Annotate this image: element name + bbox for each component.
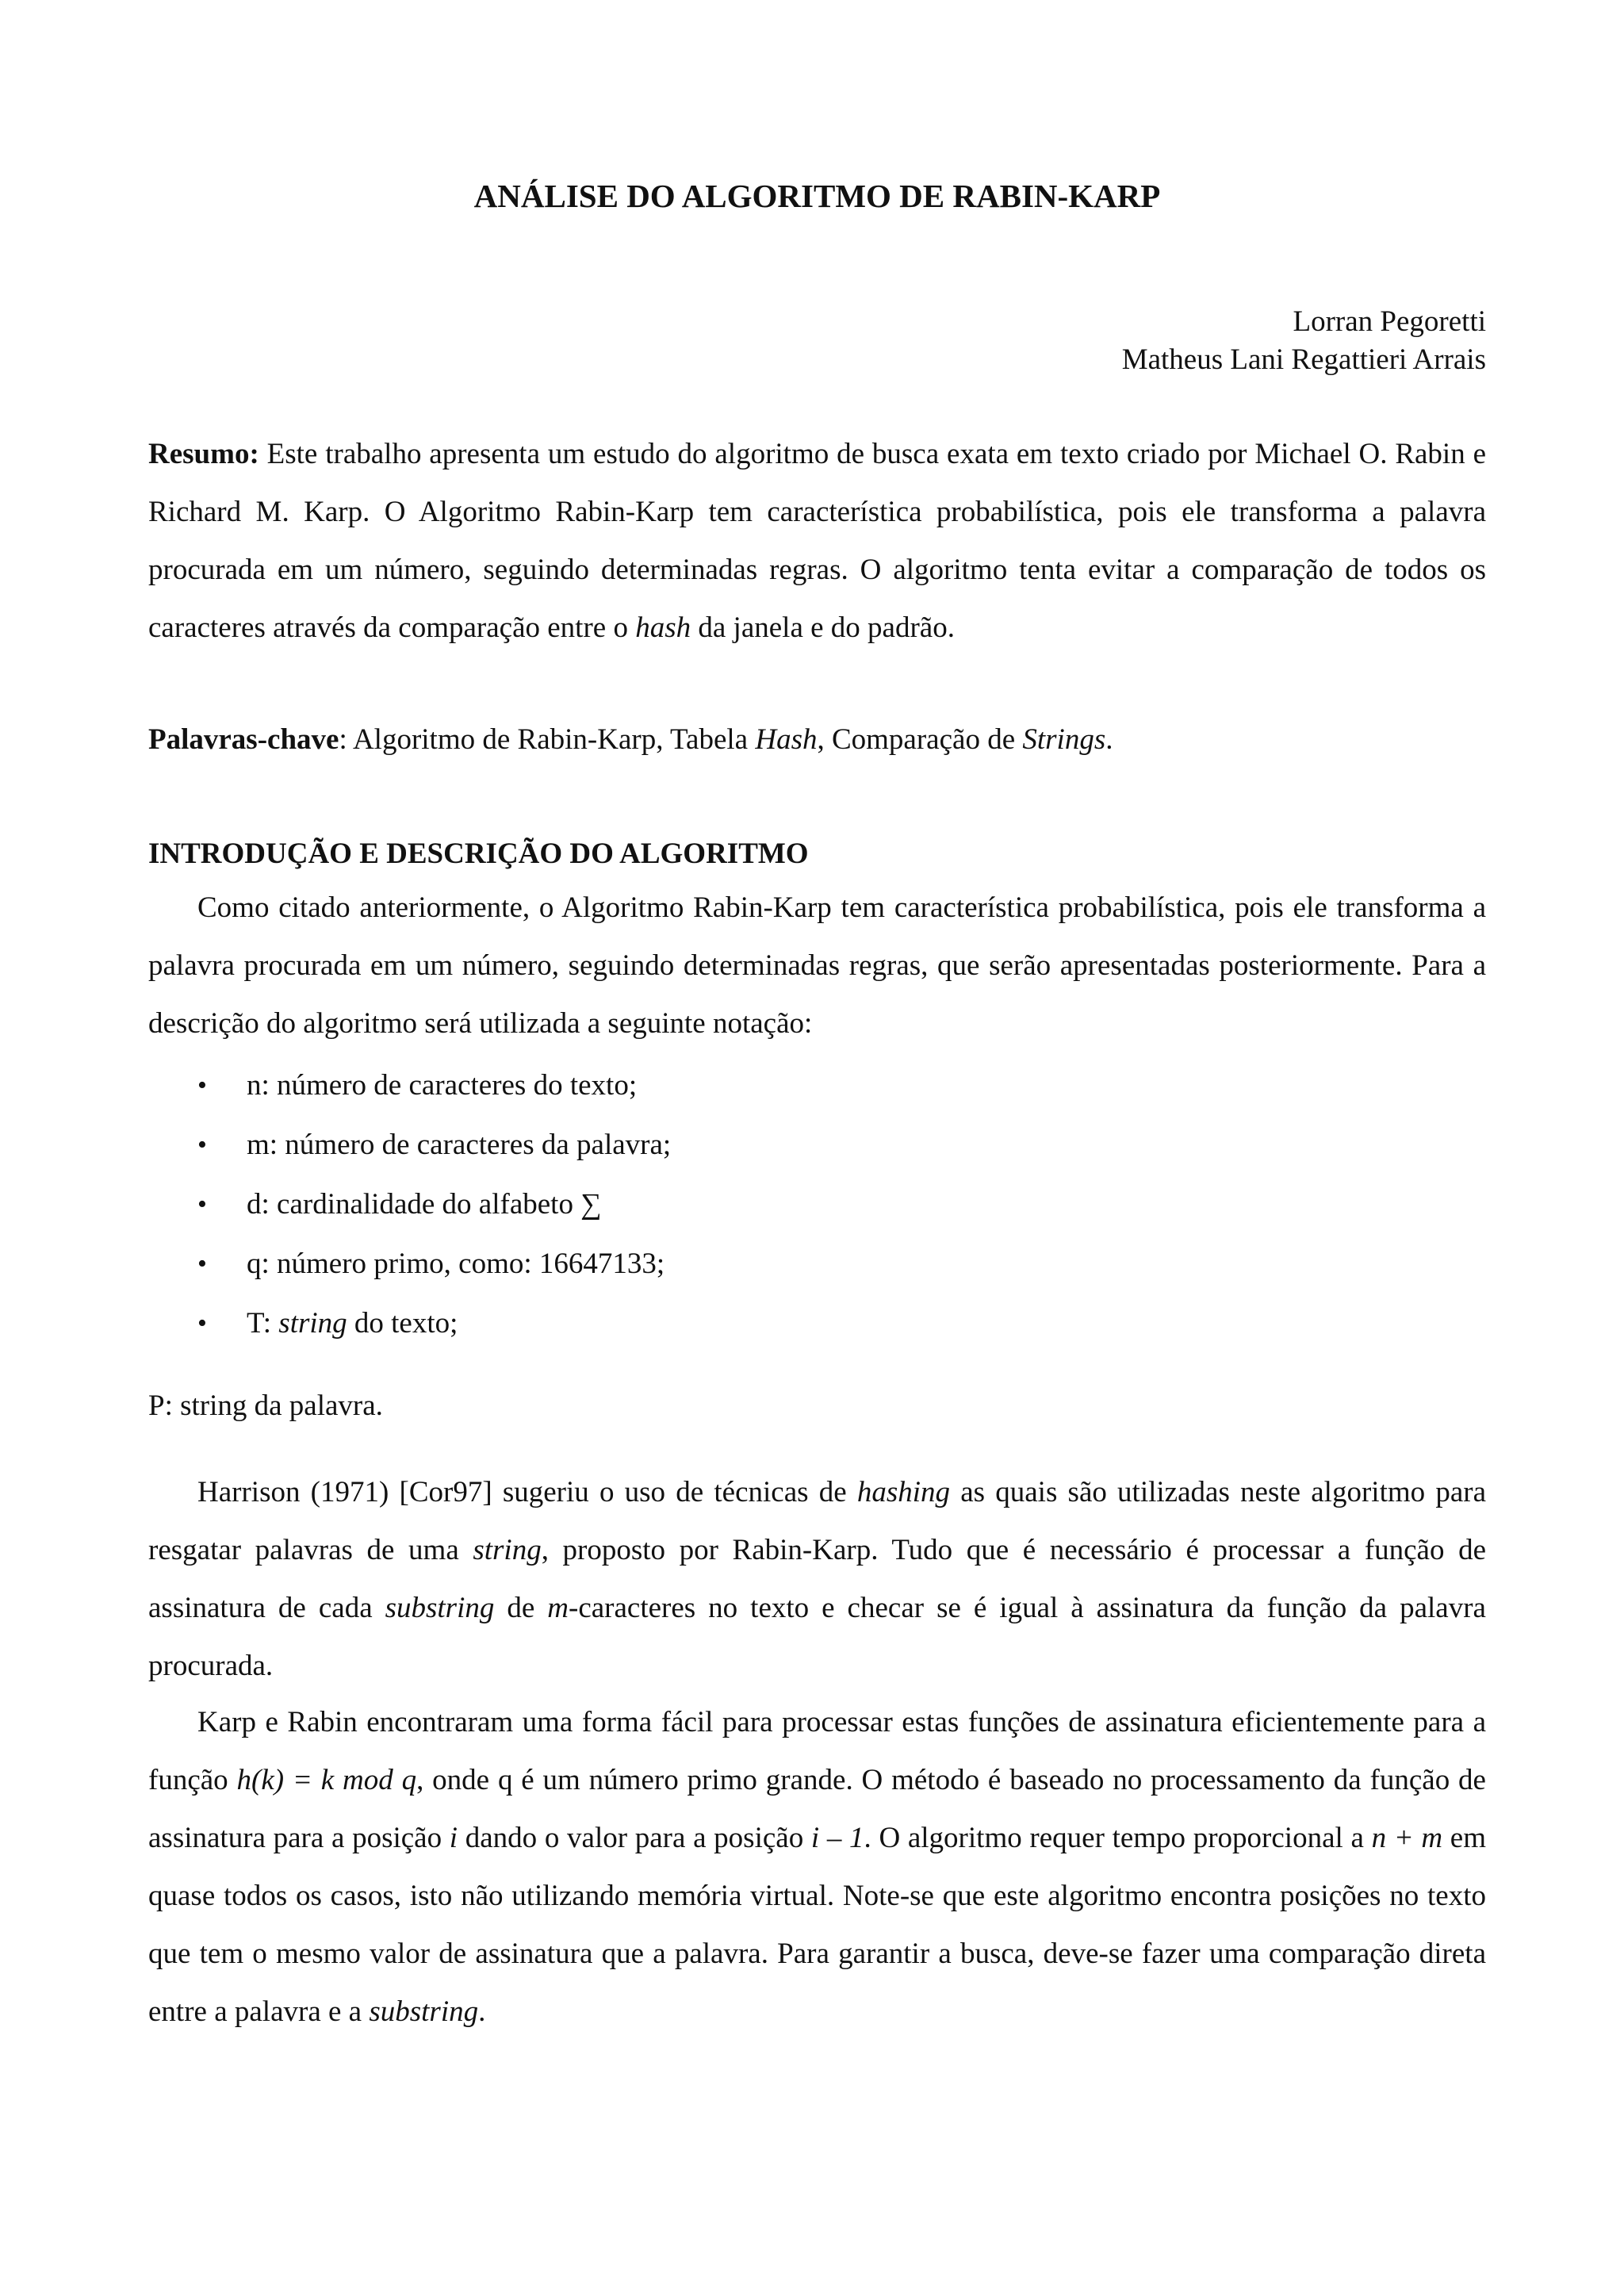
keywords-text: , Comparação de [817, 723, 1023, 756]
author-name: Lorran Pegoretti [1293, 305, 1486, 338]
formula-hash: h(k) = k mod q [236, 1764, 417, 1796]
notation-text: m: número de caracteres da palavra; [247, 1129, 672, 1161]
term-substring: substring [369, 1995, 479, 2028]
body-text: de [494, 1592, 548, 1624]
term-substring: substring [385, 1592, 495, 1624]
notation-italic: string [278, 1307, 347, 1340]
abstract-label: Resumo: [148, 438, 259, 470]
section-heading: INTRODUÇÃO E DESCRIÇÃO DO ALGORITMO [148, 838, 809, 870]
keyword-strings: Strings [1022, 723, 1106, 756]
bullet-icon: • [197, 1249, 207, 1278]
document-page [148, 0, 1486, 2296]
notation-item [148, 1294, 1486, 1353]
notation-text: do texto; [347, 1307, 458, 1340]
bullet-icon: • [197, 1309, 207, 1338]
bullet-icon: • [197, 1130, 207, 1159]
notation-text: q: número primo, como: 16647133; [247, 1248, 665, 1280]
body-paragraph-harrison [148, 1463, 1486, 1695]
author-block [148, 303, 1486, 379]
body-text: -caracteres no texto e checar se é igual à assinatura da função da palavra procurada. [148, 1592, 1486, 1682]
body-text: . [478, 1995, 486, 2028]
notation-item [148, 1056, 1486, 1115]
notation-list [148, 1056, 1486, 1353]
abstract-hash-term: hash [635, 611, 691, 644]
notation-p-string: P: string da palavra. [148, 1389, 383, 1422]
notation-text: n: número de caracteres do texto; [247, 1069, 638, 1102]
bullet-icon: • [197, 1190, 207, 1219]
body-text: Karp e Rabin encontraram uma forma fácil para processar estas funções de assinatura eficientemente para a função [148, 1706, 1486, 1796]
term-hashing: hashing [856, 1476, 951, 1508]
paper-title: ANÁLISE DO ALGORITMO DE RABIN-KARP [473, 178, 1161, 214]
body-paragraph-karp-rabin [148, 1693, 1486, 2041]
body-text: as quais são utilizadas neste algoritmo para resgatar palavras de uma [148, 1476, 1486, 1566]
body-text: . O algoritmo requer tempo proporcional a [864, 1822, 1372, 1854]
body-text: em quase todos os casos, isto não utilizando memória virtual. Note-se que este algoritmo encontra posições no texto que tem o mesmo valor de assinatura que a palavra. Para garantir a busca, deve-se fazer uma comparação direta entre a palavra e a [148, 1822, 1486, 2028]
abstract-paragraph [148, 425, 1486, 657]
term-m: m [547, 1592, 569, 1624]
keywords-text: . [1105, 723, 1113, 756]
abstract-text: Este trabalho apresenta um estudo do algoritmo de busca exata em texto criado por Michael O. Rabin e Richard M. Karp. O Algoritmo Rabin-Karp tem característica probabilística, pois ele transforma a palavra procurada em um número, seguindo determinadas regras. O algoritmo tenta evitar a comparação de todos os caracteres através da comparação entre o [148, 438, 1486, 644]
notation-item [148, 1234, 1486, 1294]
body-text: , proposto por Rabin-Karp. Tudo que é necessário é processar a função de assinatura de cada [148, 1534, 1486, 1624]
body-text: dando o valor para a posição [458, 1822, 811, 1854]
author-name: Matheus Lani Regattieri Arrais [1121, 343, 1486, 376]
intro-paragraph: Como citado anteriormente, o Algoritmo Rabin-Karp tem característica probabilística, pois ele transforma a palavra procurada em um número, seguindo determinadas regras, que serão apresentadas posteriormente. Para a descrição do algoritmo será utilizada a seguinte notação: [148, 891, 1486, 1040]
term-i: i [449, 1822, 458, 1854]
term-n-plus-m: n + m [1371, 1822, 1443, 1854]
keywords-label: Palavras-chave [148, 723, 339, 756]
bullet-icon: • [197, 1071, 207, 1100]
notation-text: T: [247, 1307, 279, 1340]
term-string: string [473, 1534, 542, 1566]
term-i-minus-1: i – 1 [810, 1822, 864, 1854]
keyword-hash: Hash [755, 723, 818, 756]
keywords-text: : Algoritmo de Rabin-Karp, Tabela [339, 723, 756, 756]
keywords-line [148, 711, 1486, 769]
body-text: , onde q é um número primo grande. O método é baseado no processamento da função de assinatura para a posição [148, 1764, 1486, 1854]
abstract-text-end: da janela e do padrão. [691, 611, 955, 644]
notation-item [148, 1115, 1486, 1175]
notation-item [148, 1175, 1486, 1234]
body-text: Harrison (1971) [Cor97] sugeriu o uso de técnicas de [197, 1476, 857, 1508]
notation-text: d: cardinalidade do alfabeto ∑ [247, 1188, 602, 1221]
